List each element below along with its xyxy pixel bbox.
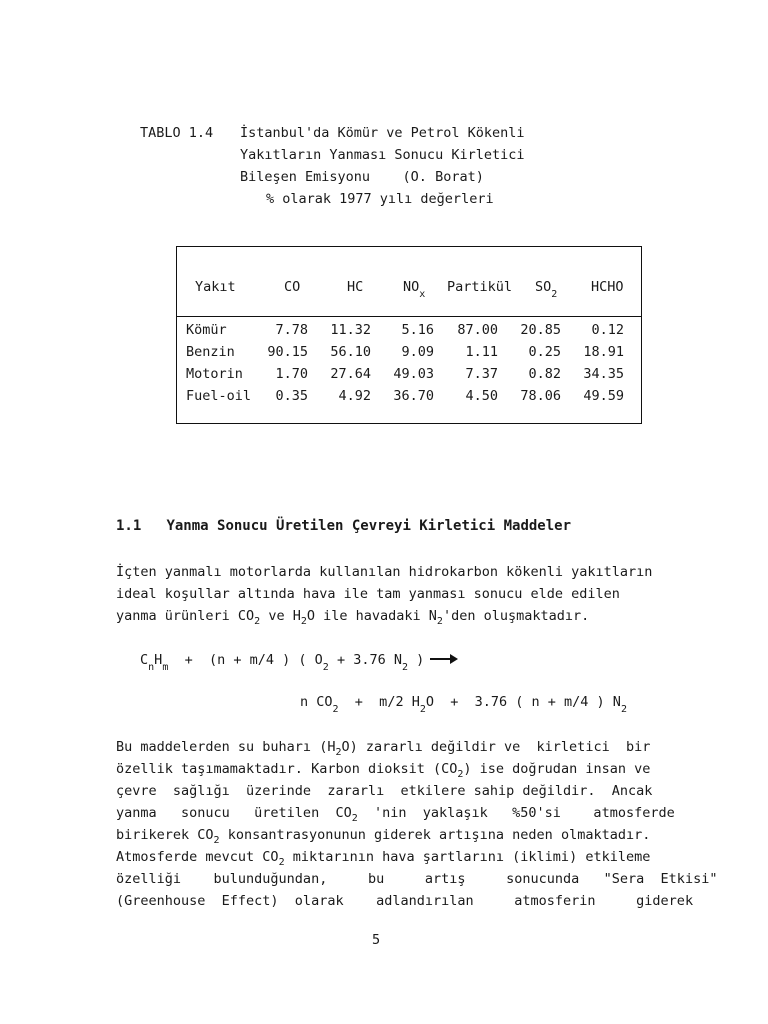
para1-line-2: ideal koşullar altında hava ile tam yanması sonucu elde edilen <box>116 586 620 602</box>
table-cell: 7.78 <box>275 322 308 338</box>
caption-line-4: % olarak 1977 yılı değerleri <box>266 191 494 207</box>
caption-line-3: Bileşen Emisyonu (O. Borat) <box>240 169 484 185</box>
table-cell: 0.25 <box>528 344 561 360</box>
section-number: 1.1 <box>116 518 142 534</box>
para1-line-1: İçten yanmalı motorlarda kullanılan hidrokarbon kökenli yakıtların <box>116 564 653 580</box>
eq1-h: H <box>154 652 163 668</box>
table-cell: 90.15 <box>267 344 308 360</box>
caption-line-1: İstanbul'da Kömür ve Petrol Kökenli <box>240 125 525 141</box>
arrow-icon <box>430 658 456 660</box>
header-nox-text: NO <box>403 279 420 295</box>
p2-l1b: O) zararlı değildir ve kirletici bir <box>341 739 651 755</box>
p2-l4b: 'nin yaklaşık %50'si atmosferde <box>357 805 675 821</box>
para2-line-6 <box>116 846 706 868</box>
section-title: Yanma Sonucu Üretilen Çevreyi Kirletici Maddeler <box>166 518 572 534</box>
paragraph-2 <box>116 736 718 912</box>
sub-2: 2 <box>419 704 426 715</box>
sub-2: 2 <box>457 769 464 780</box>
p2-l4a: yanma sonucu üretilen CO <box>116 805 352 821</box>
p2-l5b: konsantrasyonunun giderek artışına neden olmaktadır. <box>219 827 651 843</box>
table-cell: 18.91 <box>583 344 624 360</box>
row-fuel-name: Motorin <box>186 366 243 382</box>
equation-1 <box>140 652 456 673</box>
page-number: 5 <box>372 932 381 948</box>
para2-line-3: çevre sağlığı üzerinde zararlı etkilere sahip değildir. Ancak <box>116 783 653 799</box>
table-cell: 0.12 <box>591 322 624 338</box>
table-cell: 4.92 <box>338 388 371 404</box>
p2-l5a: birikerek CO <box>116 827 214 843</box>
para1-line-3 <box>116 605 706 627</box>
para1-l3-b: ve H <box>260 608 301 624</box>
table-cell: 1.11 <box>465 344 498 360</box>
sub-2: 2 <box>351 813 358 824</box>
table-cell: 0.35 <box>275 388 308 404</box>
sub-2: 2 <box>322 662 329 673</box>
row-fuel-name: Kömür <box>186 322 227 338</box>
header-hc: HC <box>347 279 364 295</box>
table-cell: 27.64 <box>330 366 371 382</box>
equation-2 <box>300 694 627 715</box>
header-so2-text: SO <box>535 279 552 295</box>
row-fuel-name: Fuel-oil <box>186 388 252 404</box>
table-cell: 49.03 <box>393 366 434 382</box>
table-cell: 1.70 <box>275 366 308 382</box>
header-co: CO <box>284 279 301 295</box>
sub-2: 2 <box>401 662 408 673</box>
header-divider <box>177 316 641 317</box>
p2-l1a: Bu maddelerden su buharı (H <box>116 739 336 755</box>
para1-l3-a: yanma ürünleri CO <box>116 608 255 624</box>
eq1-c: C <box>140 652 149 668</box>
para2-line-1 <box>116 736 706 758</box>
para2-line-4 <box>116 802 706 824</box>
table-cell: 7.37 <box>465 366 498 382</box>
p2-l2a: özellik taşımamaktadır. Karbon dioksit (CO <box>116 761 458 777</box>
p2-l6a: Atmosferde mevcut CO <box>116 849 279 865</box>
para2-line-2 <box>116 758 706 780</box>
table-cell: 34.35 <box>583 366 624 382</box>
sub-2: 2 <box>436 616 443 627</box>
para2-line-7: özelliği bulunduğundan, bu artış sonucunda "Sera Etkisi" <box>116 871 718 887</box>
header-nox <box>403 279 426 300</box>
header-so2-sub: 2 <box>551 289 558 300</box>
table-cell: 87.00 <box>457 322 498 338</box>
eq1-c2: + 3.76 N <box>328 652 402 668</box>
table-cell: 20.85 <box>520 322 561 338</box>
table-cell: 56.10 <box>330 344 371 360</box>
eq1-n-sub: n <box>148 662 155 673</box>
table-caption <box>140 122 524 210</box>
eq2-a: n CO <box>300 694 333 710</box>
table-cell: 0.82 <box>528 366 561 382</box>
p2-l2b: ) ise doğrudan insan ve <box>463 761 651 777</box>
table-label: TABLO 1.4 <box>140 125 214 141</box>
eq1-d: ) <box>408 652 425 668</box>
header-nox-sub: x <box>419 289 426 300</box>
sub-2: 2 <box>254 616 261 627</box>
eq1-b: + (n + m/4 ) ( O <box>168 652 323 668</box>
paragraph-1 <box>116 561 706 627</box>
sub-2: 2 <box>300 616 307 627</box>
table-cell: 78.06 <box>520 388 561 404</box>
header-hcho: HCHO <box>591 279 624 295</box>
para2-line-8: (Greenhouse Effect) olarak adlandırılan atmosferin giderek <box>116 893 694 909</box>
row-fuel-name: Benzin <box>186 344 235 360</box>
p2-l6b: miktarının hava şartlarını (iklimi) etkileme <box>284 849 651 865</box>
para2-line-5 <box>116 824 706 846</box>
table-cell: 11.32 <box>330 322 371 338</box>
section-heading <box>116 518 571 534</box>
eq2-b: + m/2 H <box>338 694 420 710</box>
sub-2: 2 <box>332 704 339 715</box>
table-cell: 9.09 <box>401 344 434 360</box>
sub-2: 2 <box>335 747 342 758</box>
table-cell: 36.70 <box>393 388 434 404</box>
table-cell: 49.59 <box>583 388 624 404</box>
sub-2: 2 <box>620 704 627 715</box>
para1-l3-c: O ile havadaki N <box>306 608 437 624</box>
eq2-c: O + 3.76 ( n + m/4 ) N <box>425 694 621 710</box>
table-cell: 5.16 <box>401 322 434 338</box>
eq1-m-sub: m <box>162 662 169 673</box>
sub-2: 2 <box>278 857 285 868</box>
para1-l3-d: 'den oluşmaktadır. <box>442 608 590 624</box>
emission-table <box>176 246 642 424</box>
header-so2 <box>535 279 558 300</box>
sub-2: 2 <box>213 835 220 846</box>
header-partikul: Partikül <box>447 279 513 295</box>
header-yakit: Yakıt <box>195 279 236 295</box>
table-cell: 4.50 <box>465 388 498 404</box>
caption-line-2: Yakıtların Yanması Sonucu Kirletici <box>240 147 525 163</box>
